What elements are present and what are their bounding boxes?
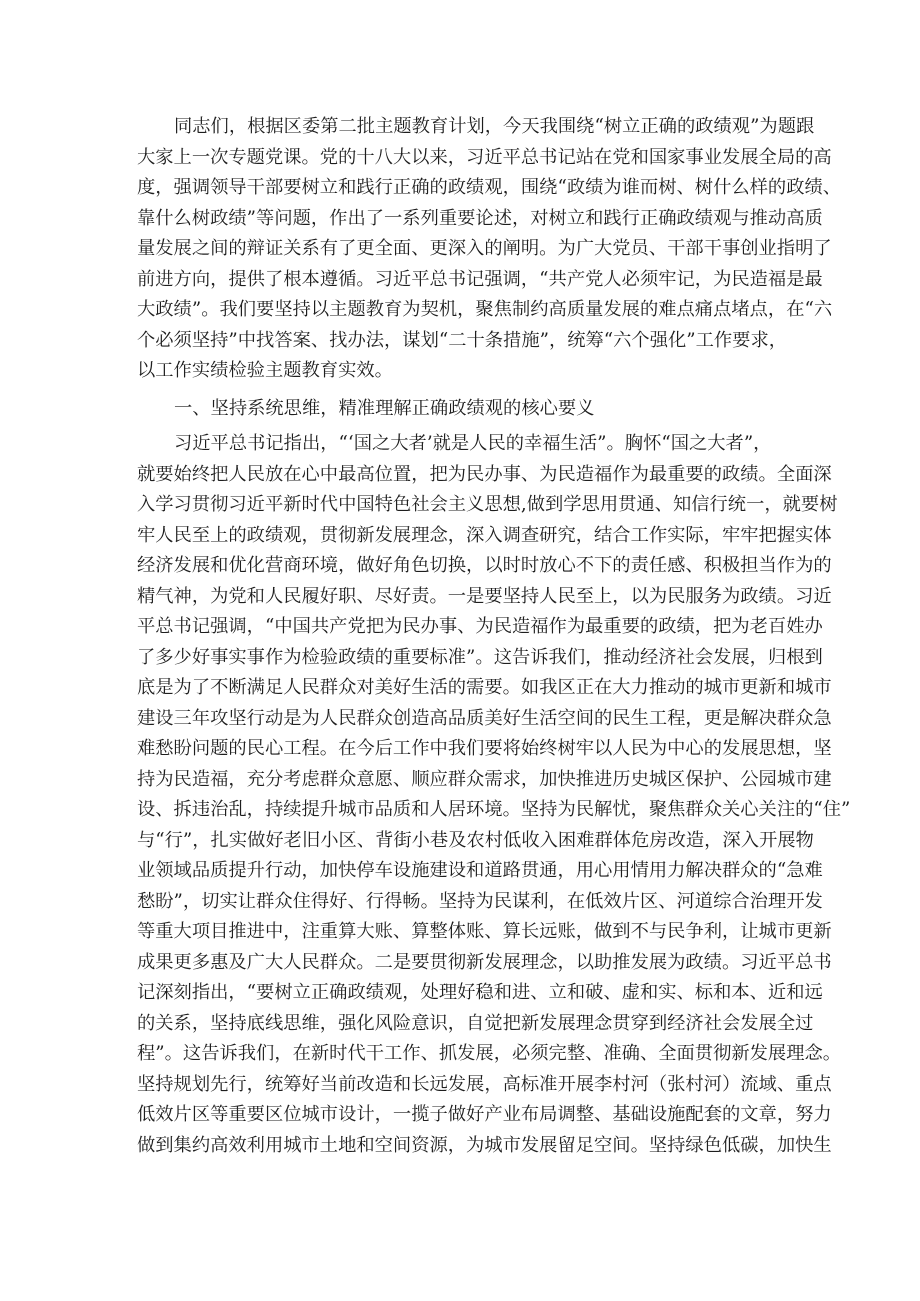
text-line: 量发展之间的辩证关系有了更全面、更深入的阐明。为广大党员、干部干事创业指明了 — [137, 238, 832, 259]
text-line: 入学习贯彻习近平新时代中国特色社会主义思想,做到学思用贯通、知信行统一，就要树 — [137, 494, 838, 515]
text-line: 前进方向，提供了根本遵循。习近平总书记强调，“共产党人必须牢记，为民造福是最 — [137, 268, 823, 290]
text-line: 就要始终把人民放在心中最高位置，把为民办事、为民造福作为最重要的政绩。全面深 — [137, 463, 832, 485]
text-line: 设、拆违治乱，持续提升城市品质和人居环境。坚持为民解忧，聚焦群众关心关注的“住” — [137, 799, 851, 820]
text-line: 成果更多惠及广大人民群众。二是要贯彻新发展理念，以助推发展为政绩。习近平总书 — [137, 951, 832, 973]
text-line: 难愁盼问题的民心工程。在今后工作中我们要将始终树牢以人民为中心的发展思想，坚 — [137, 738, 832, 759]
text-line: 等重大项目推进中，注重算大账、算整体账、算长远账，做到不与民争利，让城市更新 — [137, 921, 832, 942]
text-line: 大家上一次专题党课。党的十八大以来，习近平总书记站在党和国家事业发展全局的高 — [137, 146, 832, 168]
section-heading: 一、坚持系统思维，精准理解正确政绩观的核心要义 — [174, 397, 595, 419]
text-line: 经济发展和优化营商环境，做好角色切换，以时时放心不下的责任感、积极担当作为的 — [137, 555, 832, 576]
text-line: 建设三年攻坚行动是为人民群众创造高品质美好生活空间的民生工程，更是解决群众急 — [137, 707, 832, 729]
text-line: 同志们，根据区委第二批主题教育计划，今天我围绕“树立正确的政绩观”为题跟 — [174, 116, 815, 137]
document-page — [137, 112, 851, 1161]
intro-paragraph — [137, 112, 842, 387]
text-line: 程”。这告诉我们，在新时代干工作、抓发展，必须完整、准确、全面贯彻新发展理念。 — [137, 1043, 842, 1064]
text-line: 记深刻指出，“要树立正确政绩观，处理好稳和进、立和破、虚和实、标和本、近和远 — [137, 982, 823, 1003]
text-line: 习近平总书记指出，“‘国之大者’就是人民的幸福生活”。胸怀“国之大者”， — [174, 433, 772, 454]
text-line: 平总书记强调，“中国共产党把为民办事、为民造福作为最重要的政绩，把为老百姓办 — [137, 616, 823, 637]
body-paragraph — [137, 429, 851, 1161]
text-line: 度，强调领导干部要树立和践行正确的政绩观，围绕“政绩为谁而树、树什么样的政绩、 — [137, 177, 842, 198]
text-line: 做到集约高效利用城市土地和空间资源，为城市发展留足空间。坚持绿色低碳，加快生 — [137, 1134, 832, 1156]
text-line: 底是为了不断满足人民群众对美好生活的需要。如我区正在大力推动的城市更新和城市 — [137, 677, 832, 698]
text-line: 大政绩”。我们要坚持以主题教育为契机，聚焦制约高质量发展的难点痛点堵点，在“六 — [137, 299, 833, 320]
text-line: 业领域品质提升行动，加快停车设施建设和道路贯通，用心用情用力解决群众的“急难 — [137, 860, 823, 881]
text-line: 靠什么树政绩”等问题，作出了一系列重要论述，对树立和践行正确政绩观与推动高质 — [137, 207, 823, 229]
text-line: 个必须坚持”中找答案、找办法，谋划“二十条措施”，统筹“六个强化”工作要求， — [137, 329, 788, 351]
text-line: 牢人民至上的政绩观，贯彻新发展理念，深入调查研究，结合工作实际，牢牢把握实体 — [137, 524, 832, 546]
text-line: 低效片区等重要区位城市设计，一揽子做好产业布局调整、基础设施配套的文章，努力 — [137, 1104, 832, 1125]
text-line: 以工作实绩检验主题教育实效。 — [137, 360, 393, 381]
text-line: 愁盼”，切实让群众住得好、行得畅。坚持为民谋利，在低效片区、河道综合治理开发 — [137, 890, 823, 912]
text-line: 持为民造福，充分考虑群众意愿、顺应群众需求，加快推进历史城区保护、公园城市建 — [137, 768, 832, 790]
text-line: 与“行”，扎实做好老旧小区、背街小巷及农村低收入困难群体危房改造，深入开展物 — [137, 829, 814, 851]
text-line: 坚持规划先行，统筹好当前改造和长远发展，高标准开展李村河（张村河）流域、重点 — [137, 1073, 832, 1095]
text-line: 了多少好事实事作为检验政绩的重要标准”。这告诉我们，推动经济社会发展，归根到 — [137, 646, 823, 668]
text-line: 的关系，坚持底线思维，强化风险意识，自觉把新发展理念贯穿到经济社会发展全过 — [137, 1012, 814, 1034]
text-line: 精气神，为党和人民履好职、尽好责。一是要坚持人民至上，以为民服务为政绩。习近 — [137, 585, 832, 607]
